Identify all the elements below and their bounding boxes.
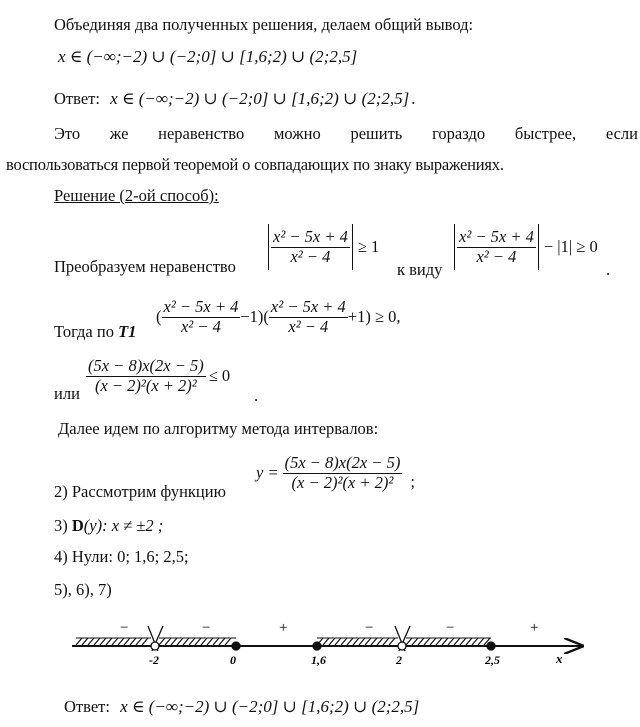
point-label: 1,6 <box>311 653 326 667</box>
answer-set-2: x ∈ (−∞;−2) ∪ (−2;0] ∪ [1,6;2) ∪ (2;2,5] <box>120 697 420 716</box>
hatch-stroke <box>478 638 484 645</box>
fraction-1-num: x² − 5x + 4 <box>273 226 348 246</box>
abs-bar-right <box>352 224 353 270</box>
ge-one: ≥ 1 <box>357 236 380 256</box>
hatch-stroke <box>213 638 219 645</box>
t1-plus-one: +1) ≥ 0, <box>347 307 401 327</box>
step3-line <box>54 518 163 535</box>
step3-prefix: 3) <box>54 516 68 535</box>
to-form-label: к виду <box>397 260 443 279</box>
point-1,6 <box>313 642 321 650</box>
hatch-stroke <box>112 638 118 645</box>
hatch-stroke <box>454 638 460 645</box>
abs-bar-left-2 <box>454 224 455 270</box>
paragraph-line-1 <box>54 126 638 143</box>
y-equals: y = <box>256 463 279 483</box>
answer-period: . <box>411 89 416 108</box>
rational-den: (x − 2)²(x + 2)² <box>94 375 197 395</box>
hatch-stroke <box>383 638 389 645</box>
point-0 <box>232 642 240 650</box>
or-label: или <box>54 384 80 403</box>
abs-bar-left <box>268 224 269 270</box>
function-num: (5x − 8)x(2x − 5) <box>284 453 401 472</box>
point--2 <box>151 642 159 650</box>
function-den: (x − 2)²(x + 2)² <box>291 472 394 492</box>
sign-label: − <box>120 620 129 636</box>
step5-line: 5), 6), 7) <box>54 580 112 599</box>
hatch-stroke <box>406 638 412 645</box>
then-line <box>54 324 136 341</box>
sign-label: − <box>446 620 455 636</box>
t1-frac2-num: x² − 5x + 4 <box>270 297 346 316</box>
hatch-stroke <box>159 638 165 645</box>
paragraph-text-1: Это же неравенство можно решить гораздо быстрее, если <box>54 124 638 143</box>
hatch-stroke <box>466 638 472 645</box>
hatch-stroke <box>106 638 112 645</box>
transform-label: Преобразуем неравенство <box>54 257 236 276</box>
algorithm-text: Далее идем по алгоритму метода интервалов: <box>58 419 379 438</box>
hatch-stroke <box>177 638 183 645</box>
abs-inequality-2 <box>452 224 598 270</box>
function-def <box>256 454 415 493</box>
hatch-stroke <box>130 638 136 645</box>
rational-period: . <box>254 386 259 405</box>
paragraph-line-2: воспользоваться первой теоремой о совпадающих по знаку выражениях. <box>6 155 504 174</box>
rational-num: (5x − 8)x(2x − 5) <box>88 356 204 375</box>
point-label: 2 <box>396 653 402 667</box>
domain-symbol: D <box>71 516 84 535</box>
solution-heading: Решение (2-ой способ): <box>54 186 219 205</box>
hatch-stroke <box>323 638 329 645</box>
fraction-1-den: x² − 4 <box>290 246 331 266</box>
hatch-stroke <box>389 638 395 645</box>
hatch-stroke <box>207 638 213 645</box>
point-label: 0 <box>230 653 236 667</box>
sign-label: + <box>530 620 539 636</box>
hatch-stroke <box>195 638 201 645</box>
step2-label: 2) Рассмотрим функцию <box>54 482 226 501</box>
hatch-stroke <box>88 638 94 645</box>
hatch-stroke <box>442 638 448 645</box>
hatch-stroke <box>424 638 430 645</box>
number-line <box>0 618 640 678</box>
hatch-stroke <box>436 638 442 645</box>
hatch-stroke <box>136 638 142 645</box>
sign-label: − <box>202 620 211 636</box>
hatch-stroke <box>118 638 124 645</box>
hatch-stroke <box>183 638 189 645</box>
point-2,5 <box>487 642 495 650</box>
hatch-stroke <box>412 638 418 645</box>
hatch-stroke <box>124 638 130 645</box>
point-2 <box>398 642 406 650</box>
answer-set: x ∈ (−∞;−2) ∪ (−2;0] ∪ [1,6;2) ∪ (2;2,5] <box>110 89 410 108</box>
abs-bar-right-2 <box>538 224 539 270</box>
fraction-1 <box>271 228 350 267</box>
hatch-stroke <box>171 638 177 645</box>
fraction-2-den: x² − 4 <box>476 246 517 266</box>
hatch-stroke <box>359 638 365 645</box>
function-semicolon: ; <box>410 472 415 492</box>
signs-layer <box>120 620 538 636</box>
point-label: -2 <box>149 653 159 667</box>
le-zero: ≤ 0 <box>208 366 231 386</box>
t1-minus-one: −1)( <box>240 307 269 327</box>
hatch-stroke <box>142 638 148 645</box>
set-expression-1: x ∈ (−∞;−2) ∪ (−2;0] ∪ [1,6;2) ∪ (2;2,5] <box>58 47 358 66</box>
hatch-stroke <box>165 638 171 645</box>
hatch-stroke <box>365 638 371 645</box>
then-label: Тогда по <box>54 322 114 341</box>
fraction-2-num: x² − 5x + 4 <box>459 226 534 246</box>
step3-rest: (y): x ≠ ±2 ; <box>83 516 164 535</box>
hatch-layer <box>76 638 491 645</box>
hatch-stroke <box>353 638 359 645</box>
hatch-stroke <box>460 638 466 645</box>
hatch-stroke <box>329 638 335 645</box>
function-fraction <box>283 454 403 493</box>
fraction-2 <box>457 228 536 267</box>
hatch-stroke <box>219 638 225 645</box>
hatch-stroke <box>418 638 424 645</box>
answer-label: Ответ: <box>54 89 100 108</box>
axis-label: x <box>556 651 563 666</box>
answer-line-2 <box>64 698 419 716</box>
hatch-stroke <box>189 638 195 645</box>
answer-label-2: Ответ: <box>64 697 110 716</box>
point-label: 2,5 <box>485 653 500 667</box>
hatch-stroke <box>76 638 82 645</box>
hatch-stroke <box>341 638 347 645</box>
hatch-stroke <box>94 638 100 645</box>
hatch-stroke <box>225 638 231 645</box>
step4-line: 4) Нули: 0; 1,6; 2,5; <box>54 547 189 566</box>
t1-frac1-num: x² − 5x + 4 <box>163 297 239 316</box>
hatch-stroke <box>430 638 436 645</box>
minus-abs-one: − |1| ≥ 0 <box>543 236 598 256</box>
sign-label: + <box>279 620 288 636</box>
conclusion-intro: Объединяя два полученных решения, делаем общий вывод: <box>54 15 474 34</box>
theorem-name: T1 <box>118 322 137 341</box>
t1-fraction-2 <box>269 298 348 337</box>
t1-frac1-den: x² − 4 <box>180 316 221 336</box>
transform-period: . <box>606 260 611 279</box>
t1-product <box>156 298 401 337</box>
hatch-stroke <box>347 638 353 645</box>
sign-label: − <box>365 620 374 636</box>
t1-fraction-1 <box>162 298 241 337</box>
abs-inequality-1 <box>266 224 379 270</box>
hatch-stroke <box>100 638 106 645</box>
hatch-stroke <box>377 638 383 645</box>
rational-inequality <box>86 357 230 396</box>
answer-line-1 <box>54 90 415 108</box>
hatch-stroke <box>335 638 341 645</box>
hatch-stroke <box>472 638 478 645</box>
t1-open: ( <box>156 307 162 327</box>
rational-fraction <box>86 357 206 396</box>
hatch-stroke <box>201 638 207 645</box>
hatch-stroke <box>448 638 454 645</box>
hatch-stroke <box>371 638 377 645</box>
t1-frac2-den: x² − 4 <box>288 316 329 336</box>
hatch-stroke <box>82 638 88 645</box>
